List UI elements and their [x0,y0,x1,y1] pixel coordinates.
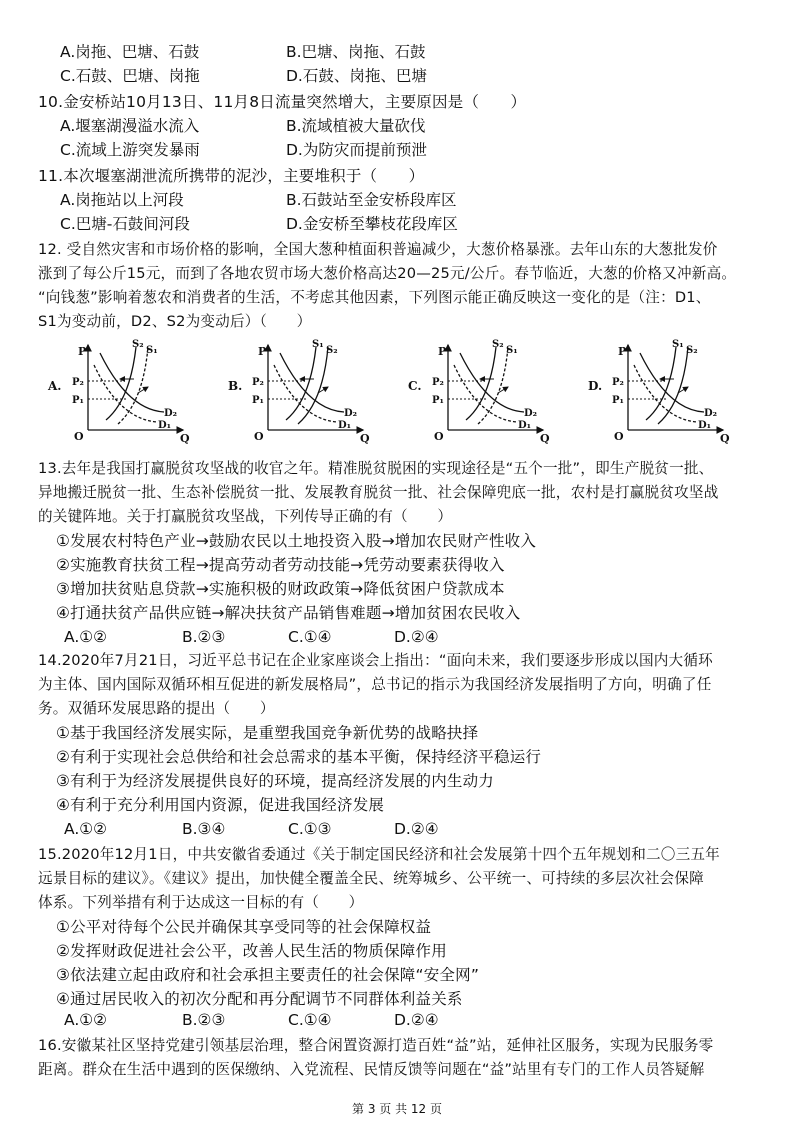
graph-b-p-label: P [258,345,267,358]
graph-d-demand-upper [640,353,704,412]
q12-line-4: S1为变动前，D2、S2为变动后）（ ） [38,313,312,330]
q10-option-d: D.为防灾而提前预泄 [286,141,427,159]
q9-option-c: C.石鼓、巴塘、岗拖 [60,67,200,85]
graph-c-d-upper-label: D₂ [524,408,538,419]
q15-option-d: D.②④ [394,1011,439,1029]
graph-d-p2-label: P₂ [612,377,624,388]
graph-a-d-lower-label: D₁ [158,420,172,431]
page-footer: 第 3 页 共 12 页 [352,1102,442,1116]
q11-stem: 11.本次堰塞湖泄流所携带的泥沙，主要堆积于（ ） [38,167,425,185]
q13-line-3: 的关键阵地。关于打赢脱贫攻坚战，下列传导正确的有（ ） [38,508,453,525]
q14-option-a: A.①② [64,820,108,838]
graph-c-supply-right [478,347,508,424]
q14-item-3: ③有利于为经济发展提供良好的环境，提高经济发展的内生动力 [56,772,494,790]
graph-d-d-lower-label: D₁ [698,420,712,431]
graph-a-origin-label: O [74,430,84,443]
q14-line-1: 14.2020年7月21日，习近平总书记在企业家座谈会上指出：“面向未来，我们要逐步形成以国内大循环 [38,652,713,669]
graph-b-p2-label: P₂ [252,377,264,388]
q9-option-b: B.巴塘、岗拖、石鼓 [286,43,426,61]
graph-b-demand-upper [280,353,344,412]
q13-option-c: C.①④ [288,628,332,646]
graph-b-s-right-label: S₂ [326,345,338,356]
graph-a-s-left-label: S₂ [132,339,144,350]
q15-option-c: C.①④ [288,1011,332,1029]
graph-d-label: D. [588,379,603,393]
graph-d-demand-lower [634,365,698,422]
q10-option-b: B.流域植被大量砍伐 [286,117,426,135]
graph-b-supply-right [298,347,328,424]
q9-option-a: A.岗拖、巴塘、石鼓 [60,43,200,61]
graph-c-demand-upper [460,353,524,412]
graph-b-p1-label: P₁ [252,395,264,406]
q12-line-3: “向钱葱”影响着葱农和消费者的生活，不考虑其他因素，下列图示能正确反映这一变化的是（注：D1、 [38,289,711,306]
q13-item-2: ②实施教育扶贫工程→提高劳动者劳动技能→凭劳动要素获得收入 [56,556,505,574]
q9-option-d: D.石鼓、岗拖、巴塘 [286,67,427,85]
q15-option-b: B.②③ [182,1011,226,1029]
q14-option-b: B.③④ [182,820,226,838]
q11-option-d: D.金安桥至攀枝花段库区 [286,215,458,233]
q14-item-1: ①基于我国经济发展实际，是重塑我国竞争新优势的战略抉择 [56,724,479,742]
graph-c-p-label: P [438,345,447,358]
graph-b-d-upper-label: D₂ [344,408,358,419]
graph-a-demand-upper [100,353,164,412]
q15-item-2: ②发挥财政促进社会公平，改善人民生活的物质保障作用 [56,942,447,960]
graph-c-q-label: Q [540,432,550,445]
graph-c-demand-lower [454,365,518,422]
graph-c-label: C. [408,379,422,393]
q15-option-a: A.①② [64,1011,108,1029]
q14-line-2: 为主体、国内国际双循环相互促进的新发展格局”，总书记的指示为我国经济发展指明了方向，明确了任 [38,676,712,693]
q11-option-b: B.石鼓站至金安桥段库区 [286,191,457,209]
q15-item-1: ①公平对待每个公民并确保其享受同等的社会保障权益 [56,918,432,936]
graph-d-p-label: P [618,345,627,358]
q13-option-b: B.②③ [182,628,226,646]
graph-a-supply-left [106,347,136,420]
graph-b-demand-lower [274,365,338,422]
graph-d-supply-right [658,347,688,424]
q13-item-3: ③增加扶贫贴息贷款→实施积极的财政政策→降低贫困户贷款成本 [56,580,505,598]
graph-a-p2-label: P₂ [72,377,84,388]
graph-d-supply-left [646,347,676,420]
graph-c-p1-label: P₁ [432,395,444,406]
graph-d-q-label: Q [720,432,730,445]
graph-b-supply-left [286,347,316,420]
graph-a-s-right-label: S₁ [146,345,158,356]
q13-item-4: ④打通扶贫产品供应链→解决扶贫产品销售难题→增加贫困农民收入 [56,604,521,622]
graph-c-supply-left [466,347,496,420]
graph-c-s-left-label: S₂ [492,339,504,350]
q16-line-2: 距离。群众在生活中遇到的医保缴纳、入党流程、民情反馈等问题在“益”站里有专门的工作人员答疑解 [38,1061,705,1078]
q10-option-a: A.堰塞湖漫溢水流入 [60,117,200,135]
graph-d-s-left-label: S₁ [672,339,684,350]
graph-c-origin-label: O [434,430,444,443]
q14-item-2: ②有利于实现社会总供给和社会总需求的基本平衡，保持经济平稳运行 [56,748,542,766]
q11-option-a: A.岗拖站以上河段 [60,191,184,209]
q12-line-1: 12. 受自然灾害和市场价格的影响，全国大葱种植面积普遍减少，大葱价格暴涨。去年山东的大葱批发价 [38,241,718,258]
q14-item-4: ④有利于充分利用国内资源，促进我国经济发展 [56,796,385,814]
q13-option-a: A.①② [64,628,108,646]
graph-c-p2-label: P₂ [432,377,444,388]
q13-line-2: 异地搬迁脱贫一批、生态补偿脱贫一批、发展教育脱贫一批、社会保障兜底一批，农村是打赢脱贫攻坚战 [38,484,719,501]
q15-line-1: 15.2020年12月1日，中共安徽省委通过《关于制定国民经济和社会发展第十四个五年规划和二〇三五年 [38,846,720,863]
q14-line-3: 务。双循环发展思路的提出（ ） [38,700,275,717]
q11-option-c: C.巴塘-石鼓间河段 [60,215,190,233]
supply-demand-graphs [0,335,794,450]
graph-b-label: B. [228,379,243,393]
q15-line-2: 远景目标的建议》。《建议》提出，加快健全覆盖全民、统筹城乡、公平统一、可持续的多层次社会保障 [38,870,704,887]
graph-a-p-label: P [78,345,87,358]
graph-d-s-right-label: S₂ [686,345,698,356]
graph-a-label: A. [48,379,62,393]
graph-d-origin-label: O [614,430,624,443]
q13-line-1: 13.去年是我国打赢脱贫攻坚战的收官之年。精准脱贫脱困的实现途径是“五个一批”，即生产脱贫一批、 [38,460,714,477]
q12-line-2: 涨到了每公斤15元，而到了各地农贸市场大葱价格高达20—25元/公斤。春节临近，大葱的价格又冲新高。 [38,265,737,282]
graph-a-p1-label: P₁ [72,395,84,406]
graph-b-origin-label: O [254,430,264,443]
q15-item-3: ③依法建立起由政府和社会承担主要责任的社会保障“安全网” [56,966,480,984]
q13-option-d: D.②④ [394,628,439,646]
graph-a-d-upper-label: D₂ [164,408,178,419]
graph-c-d-lower-label: D₁ [518,420,532,431]
q10-stem: 10.金安桥站10月13日、11月8日流量突然增大，主要原因是（ ） [38,93,527,111]
q10-option-c: C.流域上游突发暴雨 [60,141,200,159]
graph-a-q-label: Q [180,432,190,445]
q16-line-1: 16.安徽某社区坚持党建引领基层治理，整合闲置资源打造百姓“益”站，延伸社区服务，实现为民服务零 [38,1037,714,1054]
graph-b-q-label: Q [360,432,370,445]
q14-option-d: D.②④ [394,820,439,838]
graph-c-s-right-label: S₁ [506,345,518,356]
q14-option-c: C.①③ [288,820,332,838]
q13-item-1: ①发展农村特色产业→鼓励农民以土地投资入股→增加农民财产性收入 [56,532,537,550]
graph-b-d-lower-label: D₁ [338,420,352,431]
q15-item-4: ④通过居民收入的初次分配和再分配调节不同群体利益关系 [56,990,463,1008]
graph-a-demand-lower [94,365,158,422]
graph-b-s-left-label: S₁ [312,339,324,350]
graph-d-d-upper-label: D₂ [704,408,718,419]
graph-d-p1-label: P₁ [612,395,624,406]
q15-line-3: 体系。下列举措有利于达成这一目标的有（ ） [38,894,364,911]
graph-a-supply-right [118,347,148,424]
